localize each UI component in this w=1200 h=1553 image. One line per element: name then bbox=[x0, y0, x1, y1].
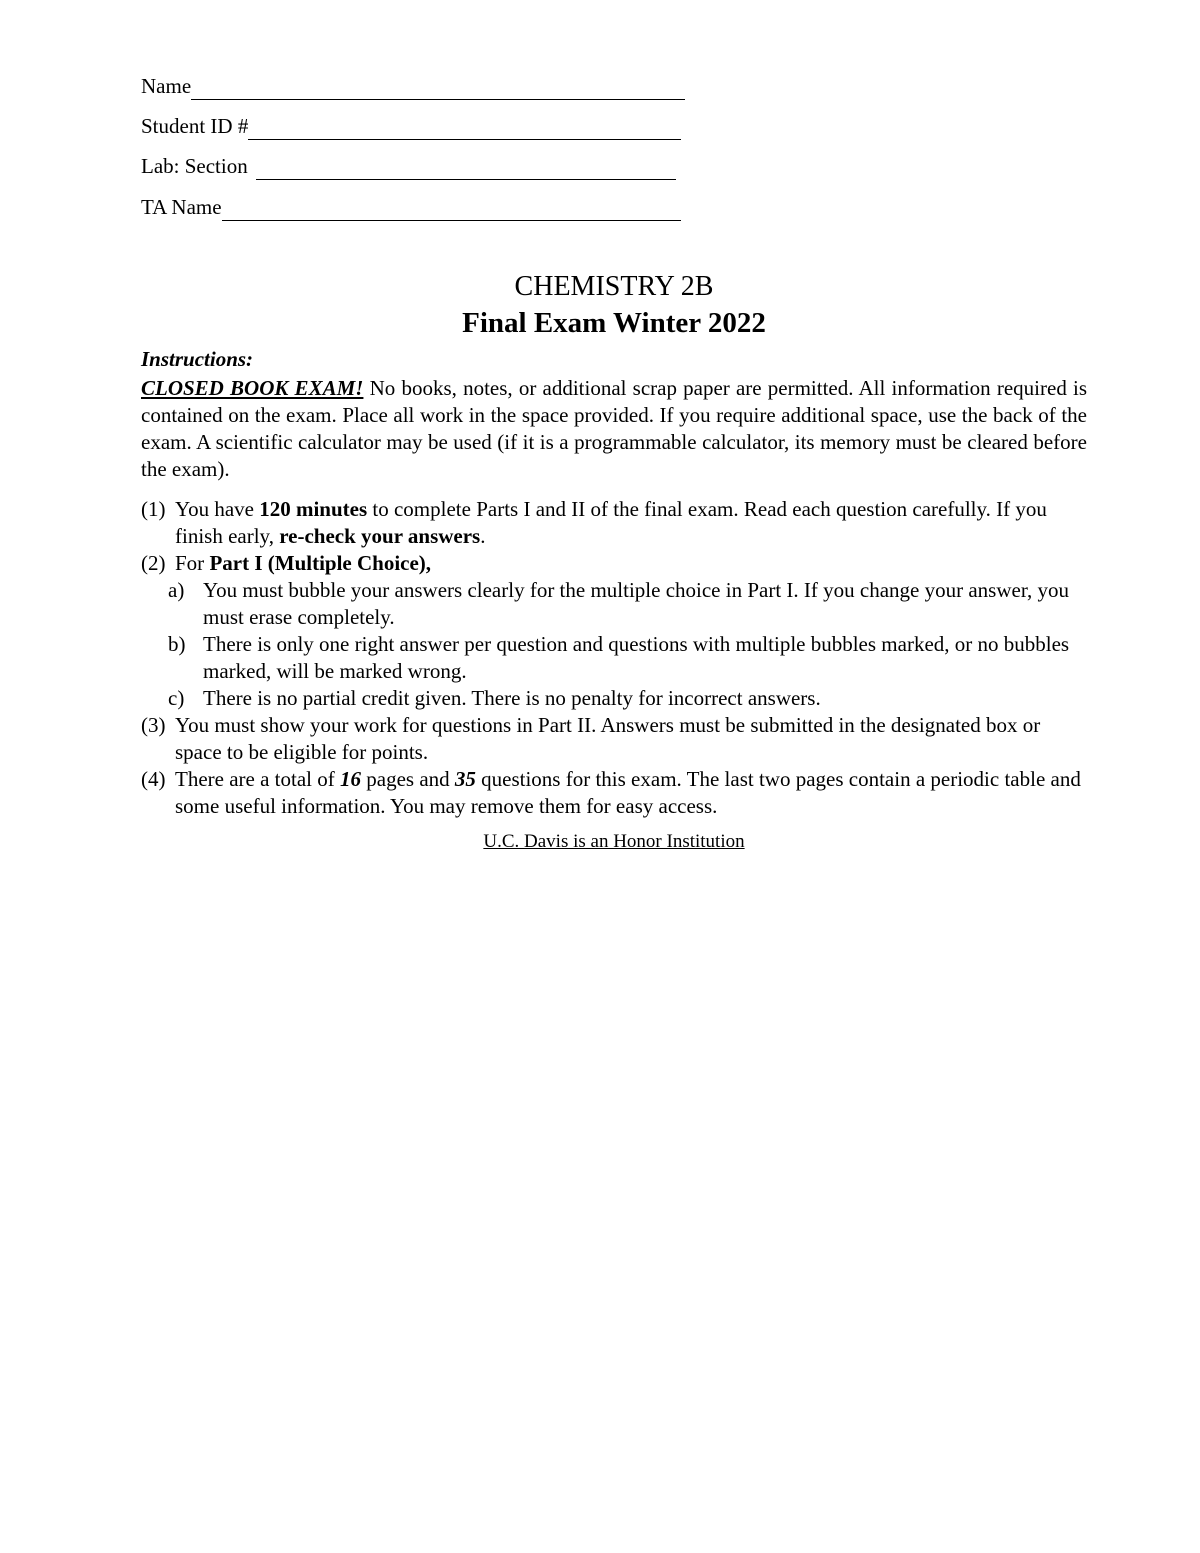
closed-book-notice: CLOSED BOOK EXAM! bbox=[141, 376, 364, 400]
sub-item-b bbox=[141, 631, 1087, 685]
sub-item-c bbox=[141, 685, 1087, 712]
sub-item-letter: c) bbox=[168, 686, 185, 710]
sub-item-text: You must bubble your answers clearly for the multiple choice in Part I. If you change your answer, you must erase completely. bbox=[203, 578, 1069, 629]
item-text: . bbox=[480, 524, 486, 548]
instructions-heading: Instructions: bbox=[141, 347, 254, 371]
part-one-heading: Part I (Multiple Choice), bbox=[209, 551, 432, 575]
time-limit: 120 minutes bbox=[259, 497, 368, 521]
course-title: CHEMISTRY 2B bbox=[514, 271, 714, 302]
question-count: 35 bbox=[454, 767, 476, 791]
exam-title: Final Exam Winter 2022 bbox=[462, 307, 766, 339]
sub-item-letter: b) bbox=[168, 632, 186, 656]
lab-section-field bbox=[141, 152, 676, 180]
ta-name-label: TA Name bbox=[141, 195, 222, 219]
item-text: You have bbox=[175, 497, 260, 521]
item-text: There are a total of bbox=[175, 767, 340, 791]
sub-item-text: There is no partial credit given. There is no penalty for incorrect answers. bbox=[203, 686, 821, 710]
sub-item-text: There is only one right answer per question and questions with multiple bubbles marked, or no bubbles marked, will be marked wrong. bbox=[203, 632, 1070, 683]
item-number: (4) bbox=[141, 767, 166, 791]
ta-name-blank-line bbox=[222, 198, 681, 221]
item-text: You must show your work for questions in Part II. Answers must be submitted in the designated box or space to be eligible for points. bbox=[175, 713, 1041, 764]
sub-item-letter: a) bbox=[168, 578, 185, 602]
instruction-item-3 bbox=[141, 712, 1087, 766]
instructions-body-text: No books, notes, or additional scrap paper are permitted. All information required is contained on the exam. Place all work in the space provided. If you require additional space, use the back of the exam. A scientific calculator may be used (if it is a programmable calculator, its memory must be cleared before the exam). bbox=[141, 376, 1088, 481]
instructions-paragraph bbox=[141, 375, 1087, 483]
page-count: 16 bbox=[340, 767, 361, 791]
item-text: questions for this exam. The last two pages contain a periodic table and some useful information. You may remove them for easy access. bbox=[175, 767, 1081, 818]
name-field bbox=[141, 72, 685, 100]
instruction-item-4 bbox=[141, 766, 1087, 820]
name-label: Name bbox=[141, 74, 192, 98]
name-blank-line bbox=[191, 77, 685, 100]
item-text: pages and bbox=[361, 767, 455, 791]
lab-section-blank-line bbox=[256, 157, 676, 180]
instruction-item-2 bbox=[141, 550, 1087, 577]
sub-item-a bbox=[141, 577, 1087, 631]
honor-statement: U.C. Davis is an Honor Institution bbox=[483, 831, 745, 852]
instructions-list bbox=[141, 496, 1087, 820]
item-number: (2) bbox=[141, 551, 166, 575]
student-id-blank-line bbox=[248, 117, 681, 140]
student-id-label: Student ID # bbox=[141, 114, 249, 138]
ta-name-field bbox=[141, 193, 681, 221]
recheck-emphasis: re-check your answers bbox=[279, 524, 481, 548]
student-id-field bbox=[141, 112, 681, 140]
instruction-item-1 bbox=[141, 496, 1087, 550]
item-number: (3) bbox=[141, 713, 166, 737]
item-number: (1) bbox=[141, 497, 166, 521]
lab-section-label: Lab: Section bbox=[141, 154, 248, 178]
item-text: For bbox=[175, 551, 210, 575]
item-text: to complete Parts I and II of the final exam. Read each question carefully. If you finish early, bbox=[175, 497, 1047, 548]
